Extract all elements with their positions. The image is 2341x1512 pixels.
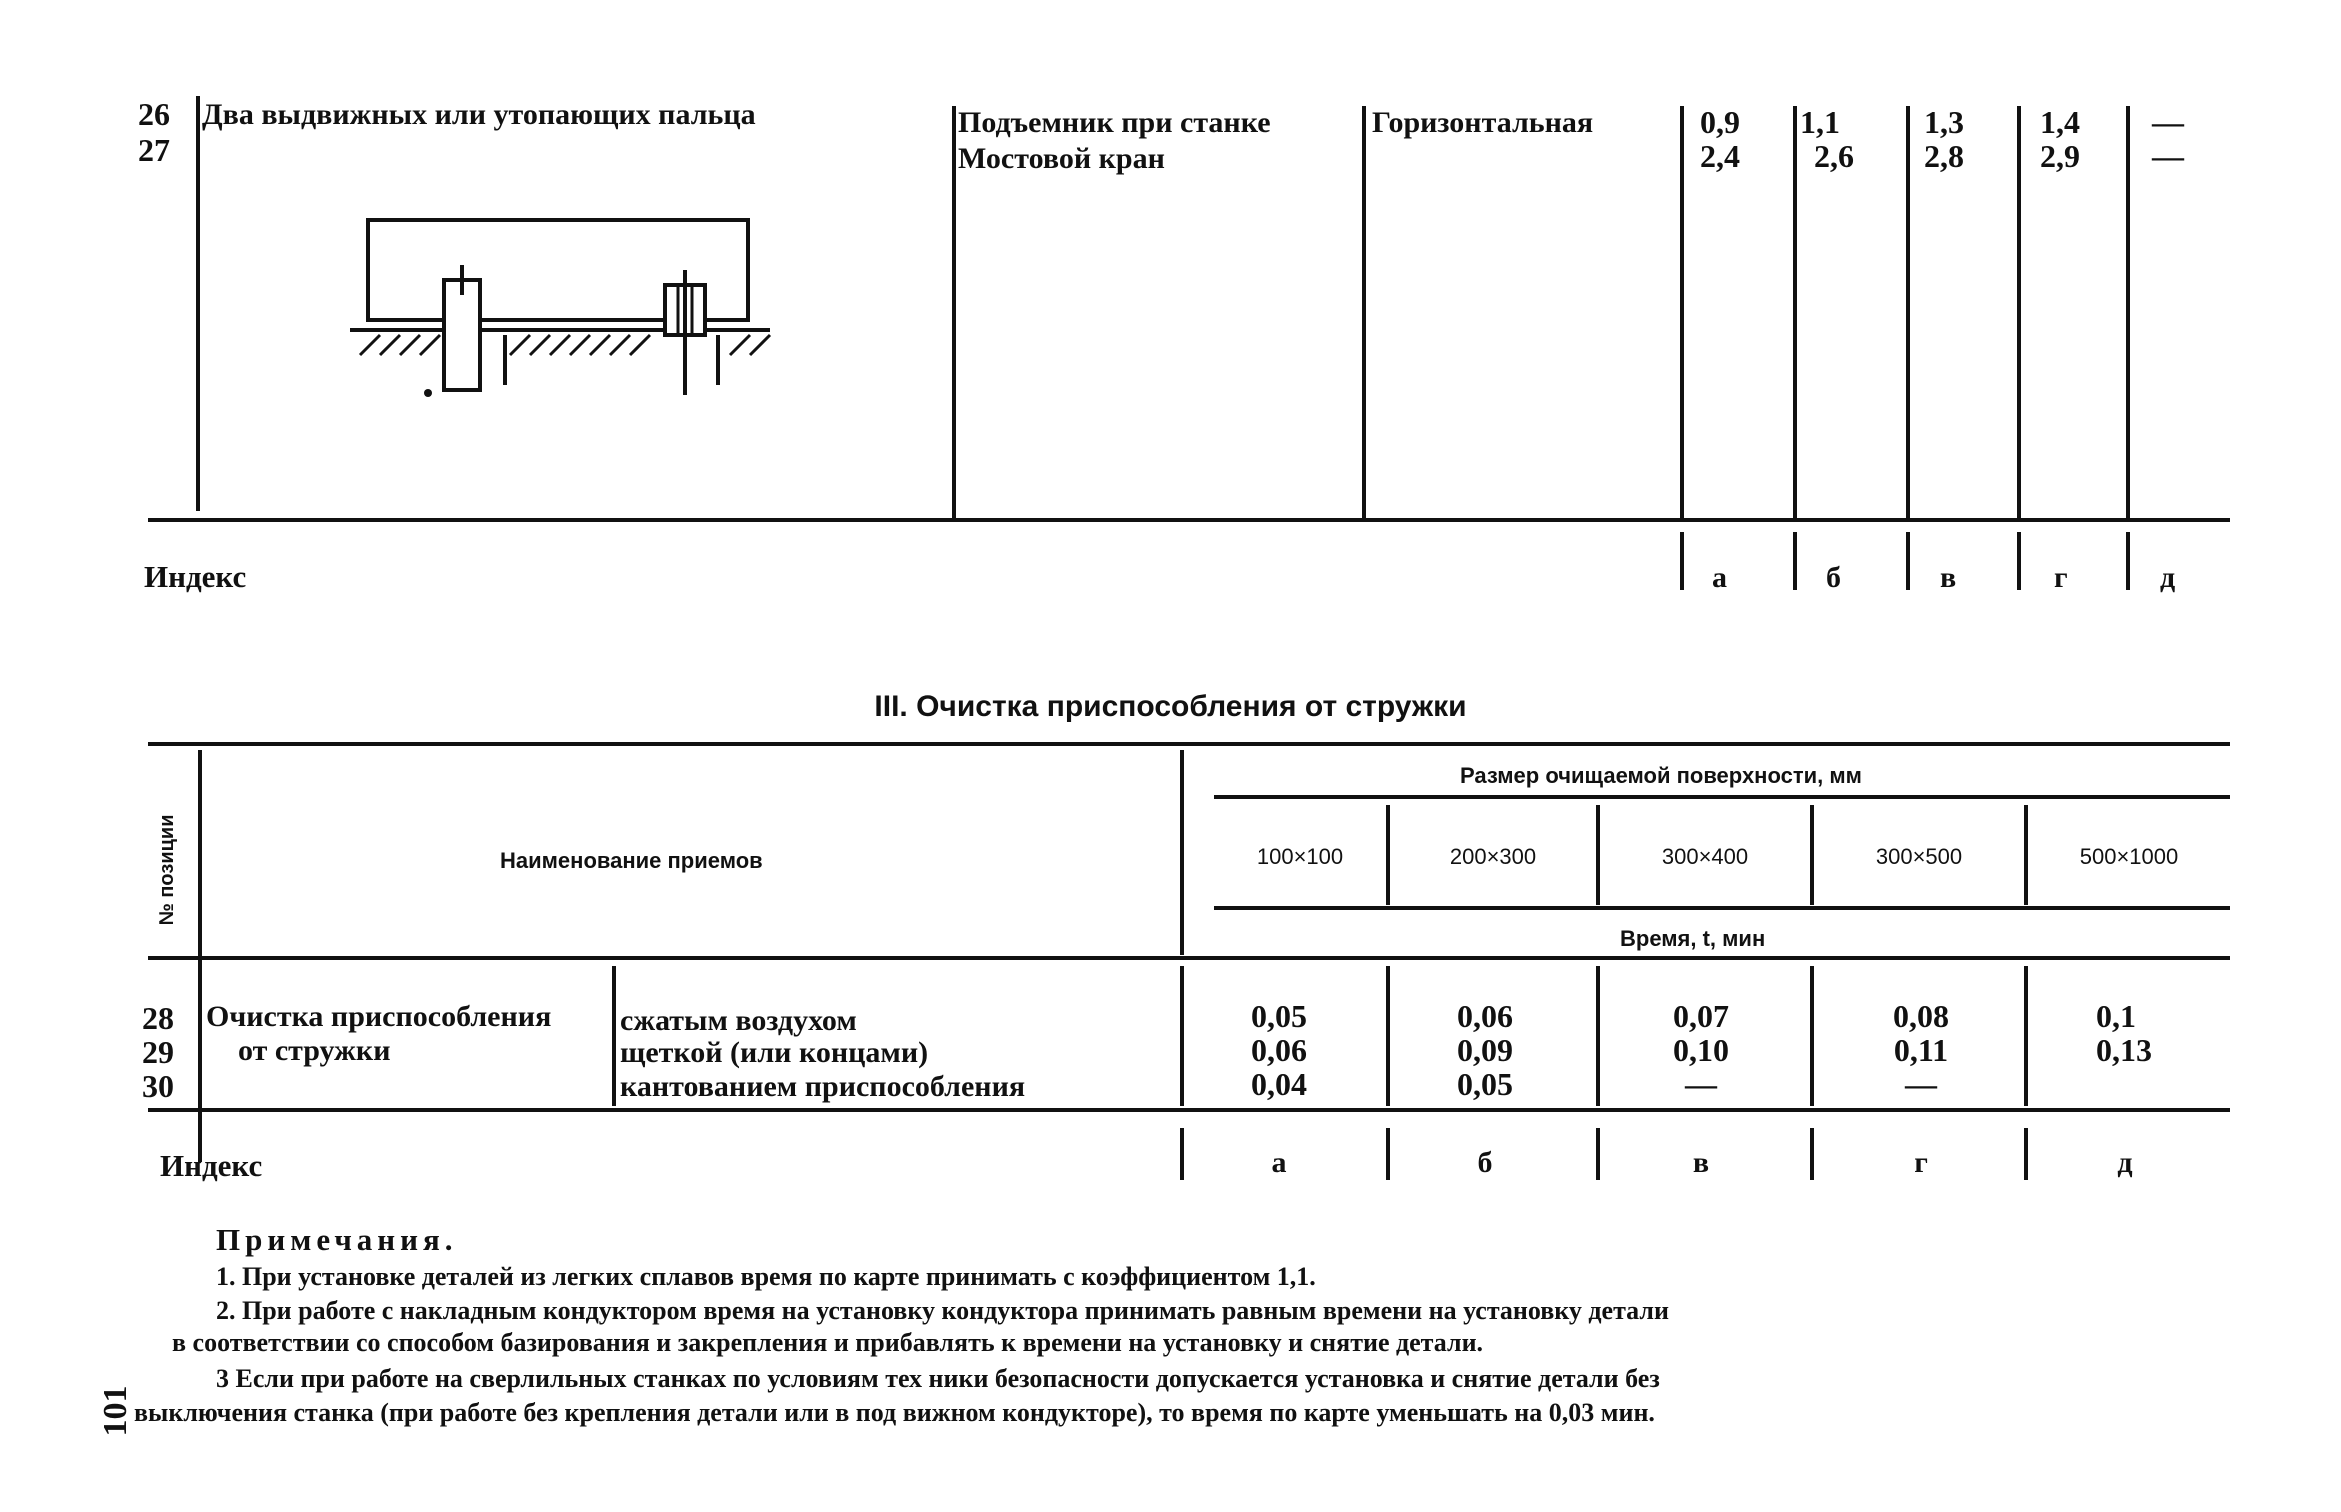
row-26-name: Два выдвижных или утопающих пальца <box>202 98 756 131</box>
size-col-v: 300×400 <box>1661 844 1749 869</box>
rows-bottom-rule <box>148 1108 2230 1112</box>
column-divider <box>196 96 200 511</box>
column-divider <box>1386 1128 1390 1180</box>
row-26-value-v: 1,3 <box>1924 104 1964 140</box>
row-27-lift: Мостовой кран <box>958 142 1165 175</box>
column-divider <box>2024 1128 2028 1180</box>
row-27-value-b: 2,6 <box>1814 138 1854 174</box>
note-3-line-2: выключения станка (при работе без крепления детали или в под вижном кондукторе), то время по карте уменьшать на 0,03 мин. <box>134 1398 1655 1427</box>
section-index-d: д <box>2117 1146 2133 1179</box>
row-29-a: 0,06 <box>1251 1032 1307 1068</box>
column-divider <box>1793 106 1797 521</box>
row-28-b: 0,06 <box>1457 998 1513 1034</box>
note-1: 1. При установке деталей из легких сплавов время по карте принимать с коэффициентом 1,1. <box>216 1262 1316 1291</box>
column-divider <box>1680 532 1684 590</box>
column-divider <box>1793 532 1797 590</box>
row-29-v: 0,10 <box>1673 1032 1729 1068</box>
row-30-v: — <box>1685 1066 1717 1102</box>
top-index-v: в <box>1940 561 1957 594</box>
row-28-v: 0,07 <box>1673 998 1729 1034</box>
column-divider <box>952 106 956 521</box>
row-27-number: 27 <box>138 132 170 168</box>
row-26-lift: Подъемник при станке <box>958 106 1271 139</box>
column-divider <box>1180 750 1184 955</box>
header-bottom-rule <box>148 956 2230 960</box>
column-divider <box>1596 1128 1600 1180</box>
group-name-line-1: Очистка приспособления <box>206 1000 552 1033</box>
time-label: Время, t, мин <box>1620 926 1766 951</box>
page-number-text: 101 <box>97 1385 134 1437</box>
row-28-a: 0,05 <box>1251 998 1307 1034</box>
column-divider <box>2017 106 2021 521</box>
fixture-drawing <box>340 205 780 405</box>
top-index-d: д <box>2160 561 2176 594</box>
row-26-position: Горизонтальная <box>1372 106 1594 139</box>
table-top-rule <box>148 742 2230 746</box>
row-28-g: 0,08 <box>1893 998 1949 1034</box>
row-30-method: кантованием приспособления <box>620 1070 1026 1103</box>
row-28-number: 28 <box>142 1000 174 1036</box>
note-3-line-1: 3 Если при работе на сверлильных станках по условиям тех ники безопасности допускается установка и снятие детали без <box>216 1364 1660 1393</box>
row-27-value-d: — <box>2152 138 2184 174</box>
row-27-value-a: 2,4 <box>1700 138 1740 174</box>
section-index-v: в <box>1692 1146 1710 1179</box>
column-divider <box>1362 106 1366 521</box>
row-29-number: 29 <box>142 1034 174 1070</box>
note-2-line-2: в соответствии со способом базирования и закрепления и прибавлять к времени на установку и снятие детали. <box>172 1328 1484 1357</box>
group-name-line-2: от стружки <box>238 1034 391 1067</box>
column-divider <box>1180 966 1184 1106</box>
size-col-g: 300×500 <box>1875 844 1963 869</box>
top-index-label: Индекс <box>144 559 247 594</box>
top-index-g: г <box>2054 561 2068 594</box>
column-divider <box>2024 966 2028 1106</box>
row-27-value-v: 2,8 <box>1924 138 1964 174</box>
row-30-g: — <box>1905 1066 1937 1102</box>
page-number <box>96 1376 136 1446</box>
size-col-d: 500×1000 <box>2079 844 2179 869</box>
section-title: III. Очистка приспособления от стружки <box>874 690 1467 723</box>
column-divider <box>1810 966 1814 1106</box>
column-divider <box>1810 1128 1814 1180</box>
row-26-value-d: — <box>2152 104 2184 140</box>
top-index-b: б <box>1826 561 1841 594</box>
top-index-a: а <box>1712 561 1727 594</box>
row-29-d: 0,13 <box>2096 1032 2152 1068</box>
name-column-header: Наименование приемов <box>500 848 763 873</box>
column-divider <box>2126 532 2130 590</box>
column-divider <box>2126 106 2130 521</box>
row-26-value-a: 0,9 <box>1700 104 1740 140</box>
section-index-label: Индекс <box>160 1148 263 1183</box>
notes-title: Примечания. <box>216 1222 458 1257</box>
num-column-header <box>142 800 192 940</box>
row-27-value-g: 2,9 <box>2040 138 2080 174</box>
header-rule <box>1214 795 2230 799</box>
column-divider <box>1906 106 1910 521</box>
header-rule <box>1214 906 2230 910</box>
size-col-a: 100×100 <box>1256 844 1344 869</box>
row-26-value-b: 1,1 <box>1800 104 1840 140</box>
row-30-a: 0,04 <box>1251 1066 1307 1102</box>
column-divider <box>1596 966 1600 1106</box>
section-index-a: а <box>1271 1146 1287 1179</box>
row-29-g: 0,11 <box>1893 1032 1949 1068</box>
size-col-b: 200×300 <box>1449 844 1537 869</box>
row-26-value-g: 1,4 <box>2040 104 2080 140</box>
column-divider <box>1680 106 1684 521</box>
row-29-b: 0,09 <box>1457 1032 1513 1068</box>
section-index-g: г <box>1914 1146 1928 1179</box>
section-index-b: б <box>1477 1146 1493 1179</box>
column-divider <box>2017 532 2021 590</box>
num-column-header-text: № позиции <box>156 814 178 926</box>
row-29-method: щеткой (или концами) <box>620 1036 929 1069</box>
row-30-b: 0,05 <box>1457 1066 1513 1102</box>
row-28-method: сжатым воздухом <box>620 1004 857 1037</box>
size-title: Размер очищаемой поверхности, мм <box>1460 763 1862 788</box>
column-divider <box>1906 532 1910 590</box>
horizontal-rule <box>148 518 2230 522</box>
column-divider <box>1180 1128 1184 1180</box>
column-divider <box>612 966 616 1106</box>
note-2-line-1: 2. При работе с накладным кондуктором время на установку кондуктора принимать равным времени на установку детали <box>216 1296 1669 1325</box>
row-30-number: 30 <box>142 1068 174 1104</box>
column-divider <box>1386 966 1390 1106</box>
row-26-number: 26 <box>138 96 170 132</box>
row-28-d: 0,1 <box>2096 998 2136 1034</box>
